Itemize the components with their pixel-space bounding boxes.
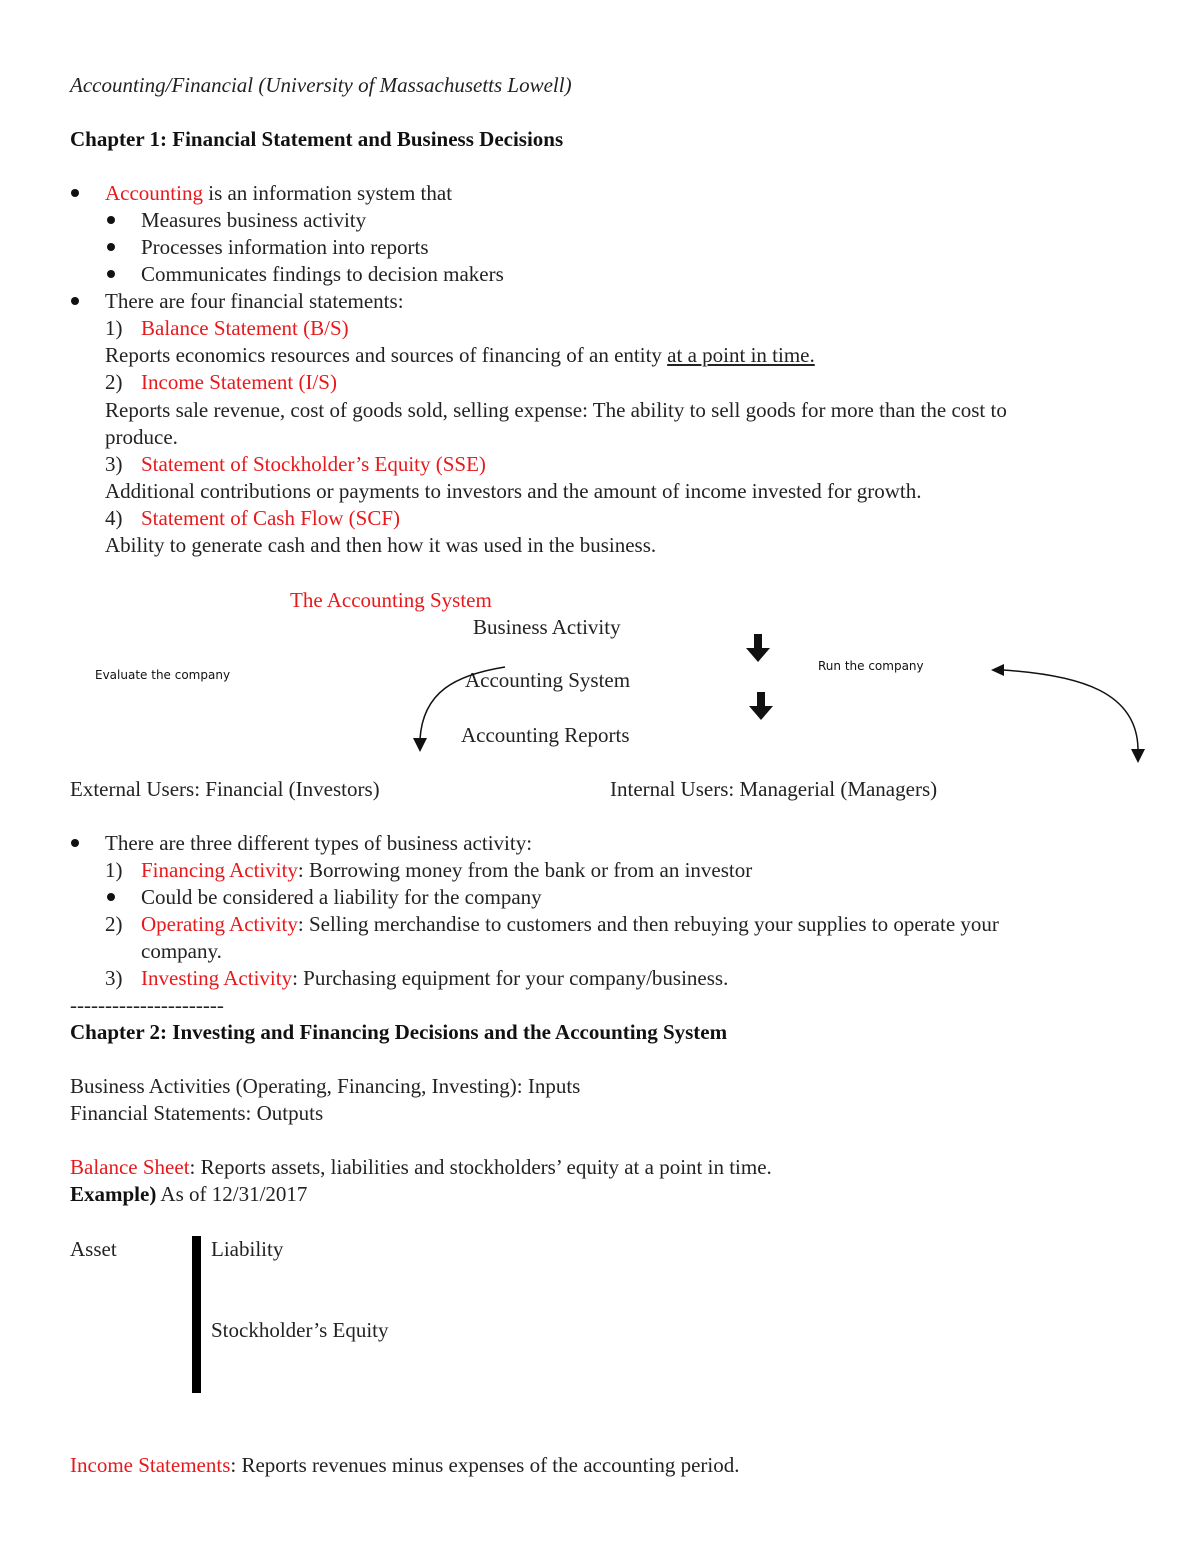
evaluate-company-label: Evaluate the company <box>95 668 231 682</box>
list-number: 1) <box>105 316 123 340</box>
list-item: Processes information into reports <box>141 235 429 259</box>
statement-description: produce. <box>105 425 178 449</box>
income-statements-definition: Income Statements: Reports revenues minus expenses of the accounting period. <box>70 1453 740 1477</box>
example-line: Example) As of 12/31/2017 <box>70 1182 308 1206</box>
list-item: Could be considered a liability for the company <box>141 885 542 909</box>
activity-item: Operating Activity: Selling merchandise to customers and then rebuying your supplies to operate your <box>141 912 999 936</box>
t-account-liability: Liability <box>211 1237 284 1261</box>
diagram-step-accounting-reports: Accounting Reports <box>461 723 630 747</box>
list-item: Measures business activity <box>141 208 367 232</box>
statement-name: Income Statement (I/S) <box>141 370 337 394</box>
statement-description: Reports economics resources and sources of financing of an entity at a point in time. <box>105 343 815 367</box>
statement-description: Additional contributions or payments to investors and the amount of income invested for growth. <box>105 479 922 503</box>
statement-description: Ability to generate cash and then how it was used in the business. <box>105 533 657 557</box>
list-number: 3) <box>105 452 123 476</box>
bullet-icon <box>71 839 79 847</box>
list-item: Communicates findings to decision makers <box>141 262 504 286</box>
list-number: 2) <box>105 370 123 394</box>
section-separator: ---------------------- <box>70 993 224 1017</box>
document-title: Accounting/Financial (University of Massachusetts Lowell) <box>70 73 572 97</box>
statement-description: Reports sale revenue, cost of goods sold, selling expense: The ability to sell goods for more than the cost to <box>105 398 1007 422</box>
down-arrow-icon <box>749 692 773 720</box>
curved-arrow-right-icon <box>991 664 1145 763</box>
inputs-line: Business Activities (Operating, Financing, Investing): Inputs <box>70 1074 581 1098</box>
list-number: 2) <box>105 912 123 936</box>
list-number: 4) <box>105 506 123 530</box>
activity-item-continuation: company. <box>141 939 222 963</box>
statement-name: Statement of Cash Flow (SCF) <box>141 506 401 530</box>
diagram-step-business-activity: Business Activity <box>473 615 621 639</box>
accounting-definition: Accounting is an information system that <box>105 181 453 205</box>
t-account-asset: Asset <box>70 1237 117 1261</box>
external-users-label: External Users: Financial (Investors) <box>70 777 380 801</box>
outputs-line: Financial Statements: Outputs <box>70 1101 324 1125</box>
t-account-equity: Stockholder’s Equity <box>211 1318 389 1342</box>
term-accounting: Accounting <box>105 181 203 205</box>
chapter-1-heading: Chapter 1: Financial Statement and Business Decisions <box>70 127 564 151</box>
list-number: 3) <box>105 966 123 990</box>
down-arrow-icon <box>746 634 770 662</box>
statements-intro: There are four financial statements: <box>105 289 404 313</box>
balance-sheet-definition: Balance Sheet: Reports assets, liabilities and stockholders’ equity at a point in time. <box>70 1155 772 1179</box>
diagram-step-accounting-system: Accounting System <box>465 668 631 692</box>
chapter-2-heading: Chapter 2: Investing and Financing Decisions and the Accounting System <box>70 1020 728 1044</box>
statement-name: Statement of Stockholder’s Equity (SSE) <box>141 452 486 476</box>
activities-intro: There are three different types of business activity: <box>105 831 533 855</box>
list-number: 1) <box>105 858 123 882</box>
statement-name: Balance Statement (B/S) <box>141 316 349 340</box>
t-account-divider <box>192 1236 201 1393</box>
activity-item: Investing Activity: Purchasing equipment for your company/business. <box>141 966 729 990</box>
diagram-title: The Accounting System <box>290 588 492 612</box>
internal-users-label: Internal Users: Managerial (Managers) <box>610 777 938 801</box>
run-company-label: Run the company <box>818 659 924 673</box>
bullet-icon <box>107 893 115 901</box>
curved-arrow-left-icon <box>413 667 505 752</box>
activity-item: Financing Activity: Borrowing money from the bank or from an investor <box>141 858 753 882</box>
